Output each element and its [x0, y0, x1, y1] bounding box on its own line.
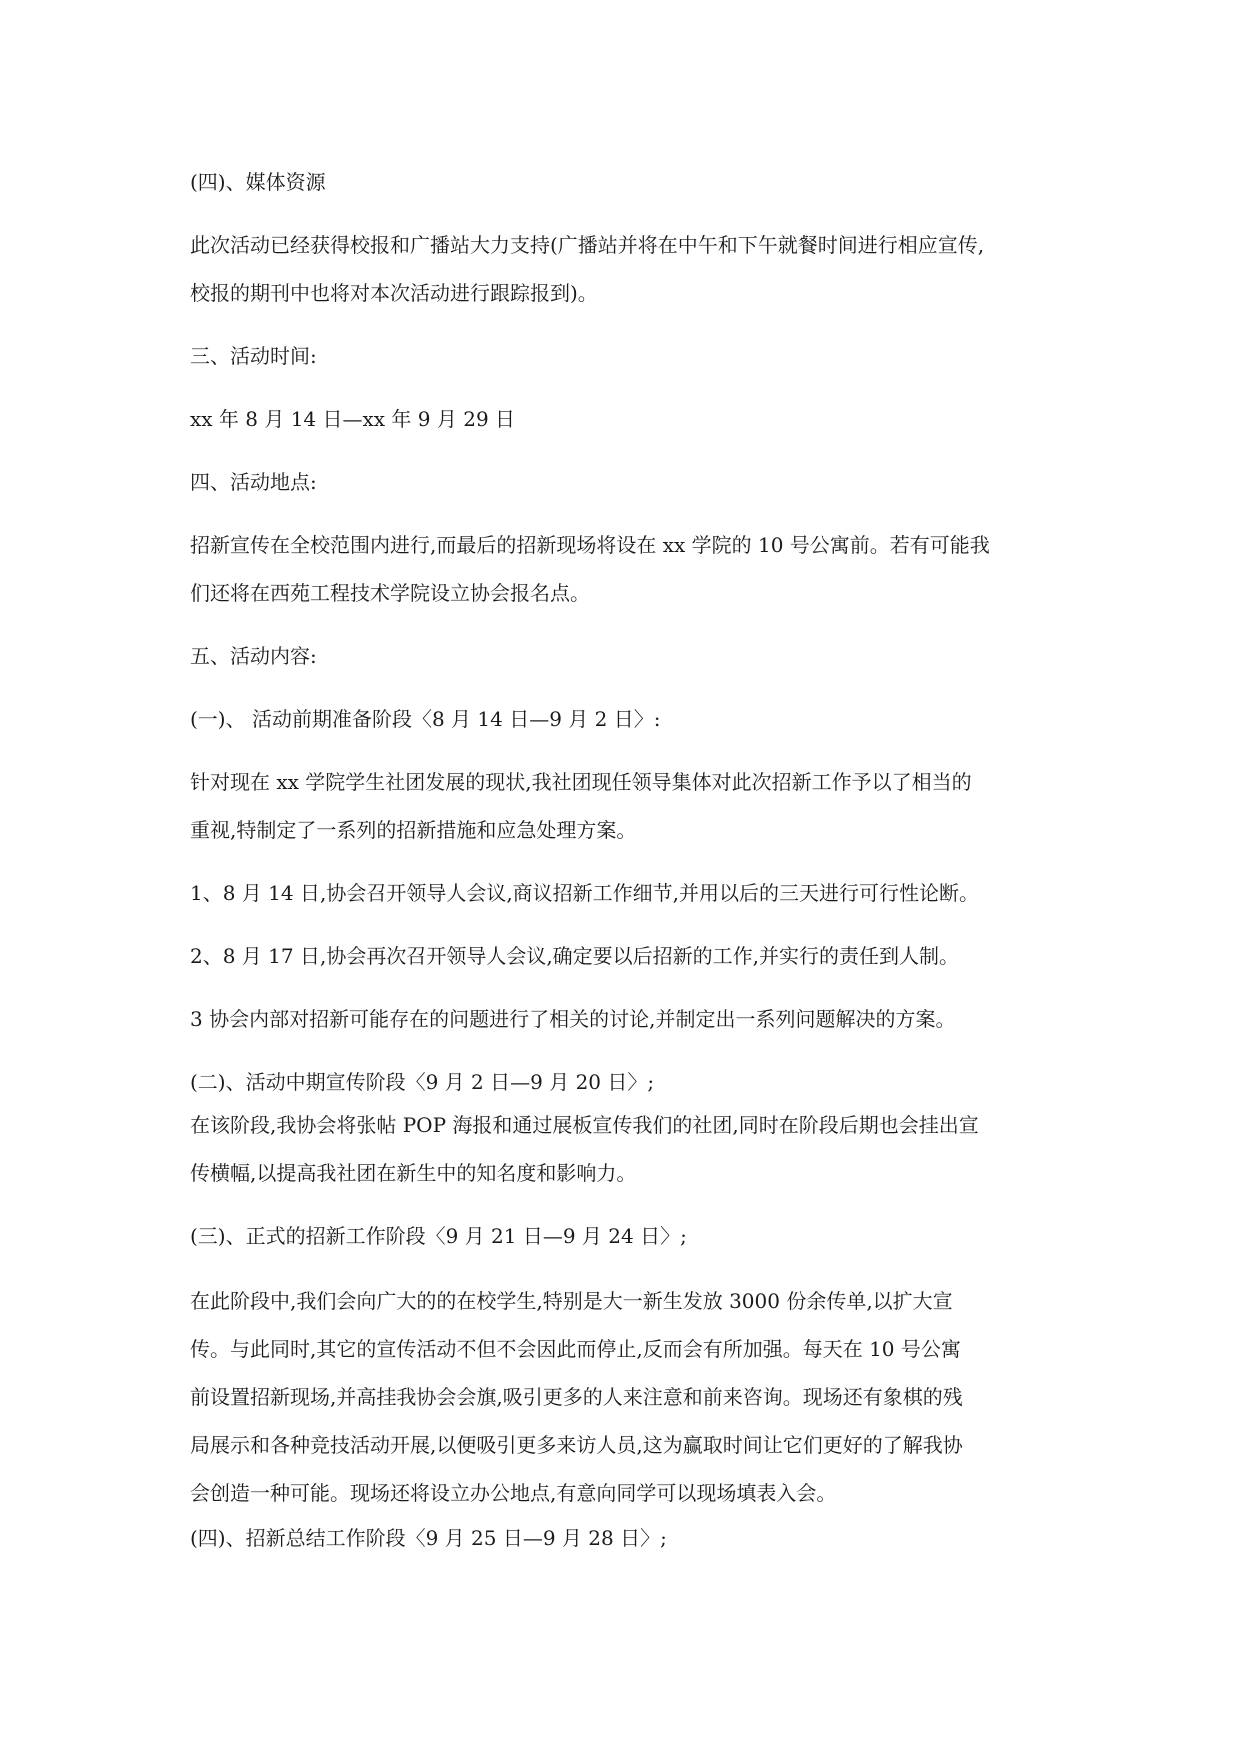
subsection-heading-summary: (四)、招新总结工作阶段〈9 月 25 日—9 月 28 日〉; [190, 1526, 667, 1550]
paragraph-line: 会创造一种可能。现场还将设立办公地点,有意向同学可以现场填表入会。 [190, 1481, 837, 1505]
paragraph-line: 重视,特制定了一系列的招新措施和应急处理方案。 [190, 818, 637, 842]
paragraph-line: 校报的期刊中也将对本次活动进行跟踪报到)。 [190, 281, 598, 305]
list-item: 2、8 月 17 日,协会再次召开领导人会议,确定要以后招新的工作,并实行的责任到人制。 [190, 944, 960, 968]
paragraph-line: 招新宣传在全校范围内进行,而最后的招新现场将设在 xx 学院的 10 号公寓前。若有可能我 [190, 533, 990, 557]
section-heading-activity-location: 四、活动地点: [190, 470, 317, 494]
paragraph-line: 前设置招新现场,并高挂我协会会旗,吸引更多的人来注意和前来咨询。现场还有象棋的残 [190, 1385, 963, 1409]
paragraph-line: 们还将在西苑工程技术学院设立协会报名点。 [190, 581, 590, 605]
paragraph-line: 针对现在 xx 学院学生社团发展的现状,我社团现任领导集体对此次招新工作予以了相当的 [190, 770, 972, 794]
paragraph-line: 在此阶段中,我们会向广大的的在校学生,特别是大一新生发放 3000 份余传单,以扩大宣 [190, 1289, 953, 1313]
paragraph-line: 局展示和各种竞技活动开展,以便吸引更多来访人员,这为赢取时间让它们更好的了解我协 [190, 1433, 963, 1457]
subsection-heading-recruitment: (三)、正式的招新工作阶段〈9 月 21 日—9 月 24 日〉; [190, 1224, 687, 1248]
paragraph-line: xx 年 8 月 14 日—xx 年 9 月 29 日 [190, 407, 516, 431]
list-item: 3 协会内部对招新可能存在的问题进行了相关的讨论,并制定出一系列问题解决的方案。 [190, 1007, 956, 1031]
paragraph-line: 在该阶段,我协会将张帖 POP 海报和通过展板宣传我们的社团,同时在阶段后期也会挂出宣 [190, 1113, 979, 1137]
paragraph-line: 此次活动已经获得校报和广播站大力支持(广播站并将在中午和下午就餐时间进行相应宣传, [190, 233, 985, 257]
subsection-heading-preparation: (一)、 活动前期准备阶段〈8 月 14 日—9 月 2 日〉: [190, 707, 661, 731]
paragraph-line: 传横幅,以提高我社团在新生中的知名度和影响力。 [190, 1161, 637, 1185]
section-heading-activity-content: 五、活动内容: [190, 644, 317, 668]
list-item: 1、8 月 14 日,协会召开领导人会议,商议招新工作细节,并用以后的三天进行可行性论断。 [190, 881, 980, 905]
section-heading-media-resources: (四)、媒体资源 [190, 170, 326, 194]
subsection-heading-promotion: (二)、活动中期宣传阶段〈9 月 2 日—9 月 20 日〉; [190, 1070, 655, 1094]
paragraph-line: 传。与此同时,其它的宣传活动不但不会因此而停止,反而会有所加强。每天在 10 号公寓 [190, 1337, 961, 1361]
section-heading-activity-time: 三、活动时间: [190, 344, 317, 368]
